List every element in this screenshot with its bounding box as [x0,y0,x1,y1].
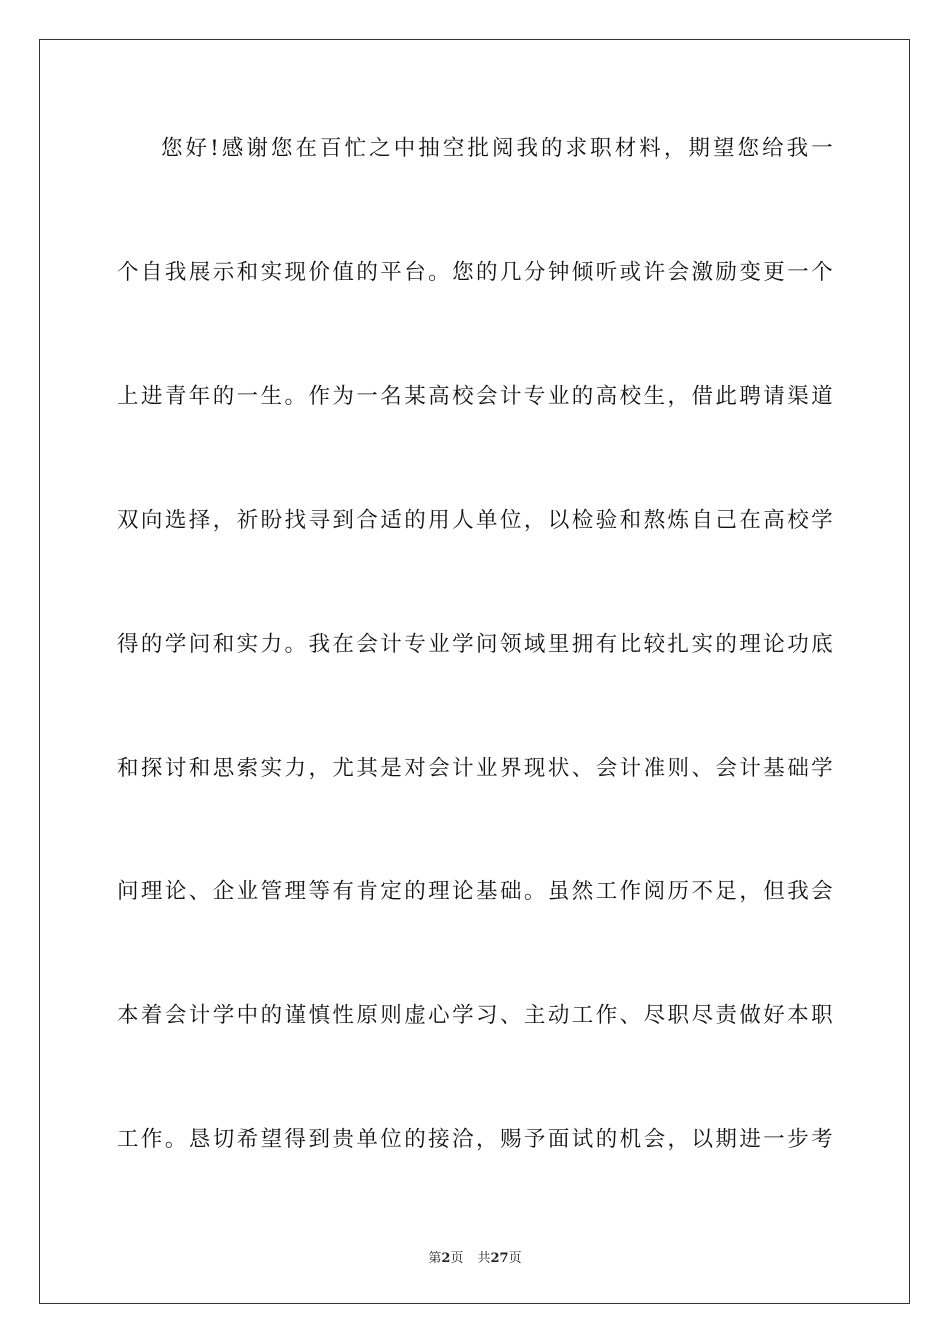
total-pages: 27 [490,1251,509,1266]
page-footer [0,1247,950,1266]
total-prefix: 共 [477,1251,491,1266]
total-suffix: 页 [508,1251,522,1266]
body-line: 和探讨和思索实力，尤其是对会计业界现状、会计准则、会计基础学 [117,756,833,781]
page-suffix: 页 [450,1251,464,1266]
body-line: 工作。恳切希望得到贵单位的接洽，赐予面试的机会，以期进一步考 [117,1127,833,1152]
body-line: 得的学问和实力。我在会计专业学问领域里拥有比较扎实的理论功底 [117,632,833,657]
body-line: 问理论、企业管理等有肯定的理论基础。虽然工作阅历不足，但我会 [117,879,833,904]
page-border [39,39,910,1304]
page-number: 2 [441,1251,451,1266]
body-line: 您好!感谢您在百忙之中抽空批阅我的求职材料，期望您给我一 [161,136,833,161]
body-line: 个自我展示和实现价值的平台。您的几分钟倾听或许会激励变更一个 [117,260,833,285]
body-line: 本着会计学中的谨慎性原则虚心学习、主动工作、尽职尽责做好本职 [117,1003,833,1028]
body-line: 上进青年的一生。作为一名某高校会计专业的高校生，借此聘请渠道 [117,384,833,409]
page-prefix: 第 [428,1251,442,1266]
body-line: 双向选择，祈盼找寻到合适的用人单位，以检验和熬炼自己在高校学 [117,508,833,533]
